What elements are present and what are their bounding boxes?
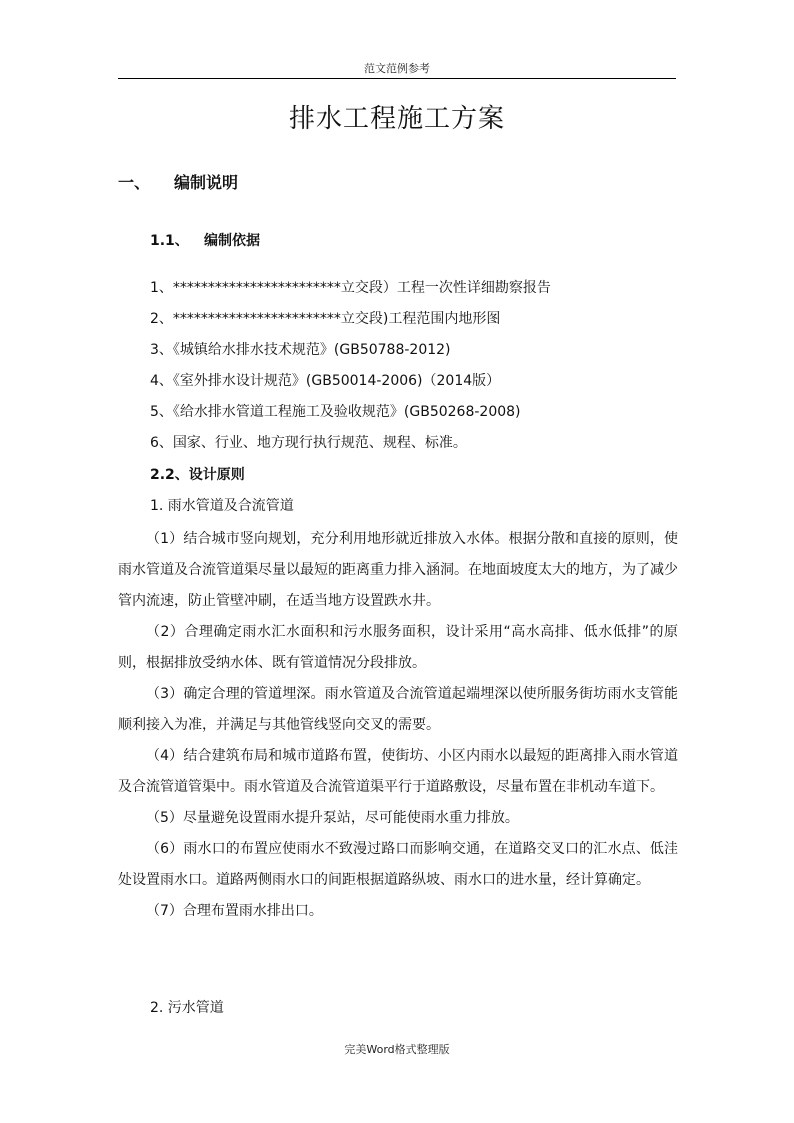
subsection-number: 1.1、 [150, 233, 189, 249]
subsection-title: 编制依据 [204, 233, 260, 249]
page-footer: 完美Word格式整理版 [344, 1043, 450, 1056]
list-item: 5、《给水排水管道工程施工及验收规范》(GB50268-2008) [150, 404, 521, 420]
paragraph: （4）结合建筑布局和城市道路布置，使街坊、小区内雨水以最短的距离排入雨水管道及合流管道管渠中。雨水管道及合流管道渠平行于道路敷设，尽量布置在非机动车道下。 [118, 748, 678, 795]
paragraph: （1）结合城市竖向规划，充分利用地形就近排放入水体。根据分散和直接的原则，使雨水管道及合流管道渠尽量以最短的距离重力排入涵洞。在地面坡度太大的地方，为了减少管内流速，防止管壁冲刷，在适当地方设置跌水井。 [118, 531, 678, 609]
paragraph: （7）合理布置雨水排出口。 [146, 903, 323, 919]
list-item: 3、《城镇给水排水技术规范》(GB50788-2012) [150, 342, 451, 358]
list-item: 6、国家、行业、地方现行执行规范、规程、标准。 [150, 435, 467, 451]
list-item: 4、《室外排水设计规范》(GB50014-2006)（2014版） [150, 373, 501, 389]
paragraph: （2）合理确定雨水汇水面积和污水服务面积，设计采用“高水高排、低水低排”的原则，根据排放受纳水体、既有管道情况分段排放。 [118, 624, 678, 671]
document-title: 排水工程施工方案 [288, 104, 505, 134]
subsection-heading-1-1 [150, 230, 260, 250]
section-heading-1 [118, 170, 238, 193]
list-item: 1、************************立交段）工程一次性详细勘察报告 [150, 280, 551, 296]
subheading-rainwater: 1. 雨水管道及合流管道 [150, 498, 294, 514]
section-title: 编制说明 [174, 173, 239, 192]
list-item: 2、************************立交段)工程范围内地形图 [150, 311, 501, 327]
subsection-heading-2-2: 2.2、设计原则 [150, 467, 245, 483]
header-rule [118, 78, 676, 79]
paragraph: （6）雨水口的布置应使雨水不致漫过路口而影响交通，在道路交叉口的汇水点、低洼处设置雨水口。道路两侧雨水口的间距根据道路纵坡、雨水口的进水量，经计算确定。 [118, 841, 678, 888]
page-header: 范文范例参考 [364, 62, 430, 75]
paragraph: （3）确定合理的管道埋深。雨水管道及合流管道起端埋深以使所服务街坊雨水支管能顺利接入为准，并满足与其他管线竖向交叉的需要。 [118, 686, 678, 733]
paragraph: （5）尽量避免设置雨水提升泵站，尽可能使雨水重力排放。 [146, 810, 519, 826]
subheading-sewage: 2. 污水管道 [150, 1000, 224, 1016]
design-principles-body [118, 524, 678, 927]
section-number: 一、 [118, 173, 151, 192]
basis-list [150, 278, 690, 464]
